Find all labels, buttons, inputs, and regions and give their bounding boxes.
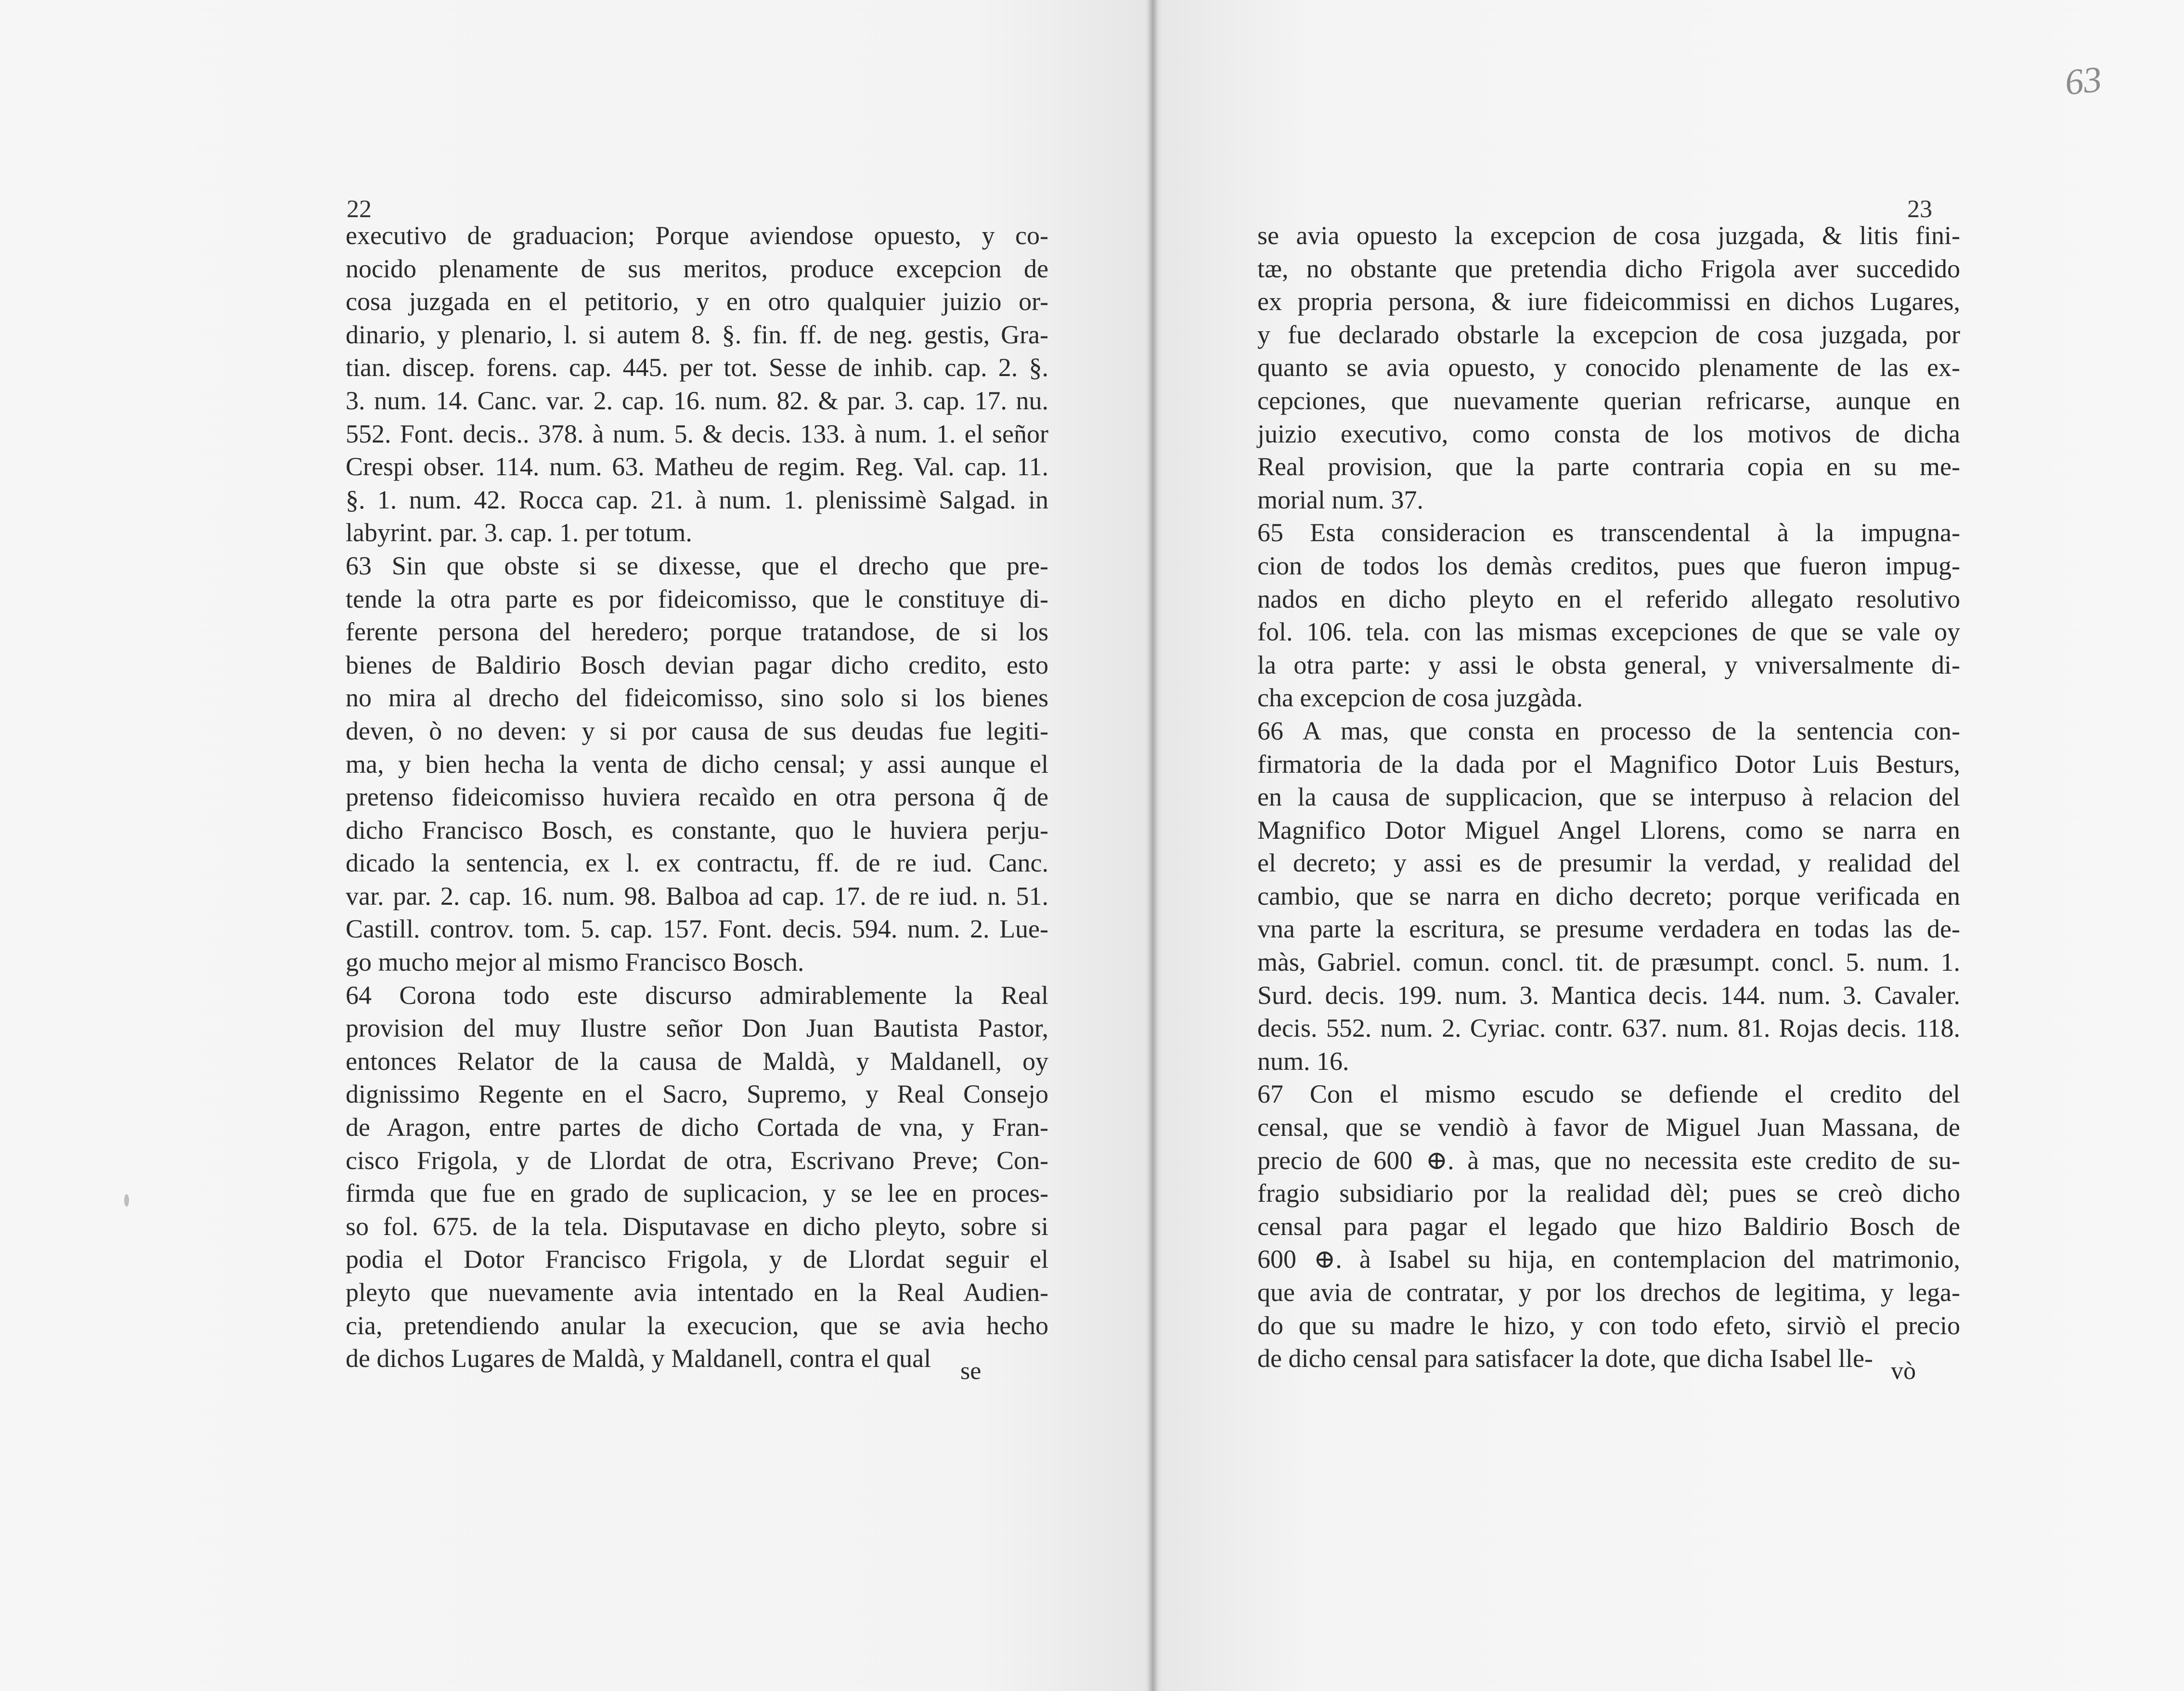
left-text-line: var. par. 2. cap. 16. num. 98. Balboa ad cap. 17. de re iud. n. 51. [346, 881, 1048, 911]
left-text-line: §. 1. num. 42. Rocca cap. 21. à num. 1. plenissimè Salgad. in [346, 485, 1048, 514]
right-text-line: decis. 552. num. 2. Cyriac. contr. 637. num. 81. Rojas decis. 118. [1257, 1014, 1960, 1043]
right-text-line: Surd. decis. 199. num. 3. Mantica decis. 144. num. 3. Cavaler. [1257, 980, 1960, 1010]
right-text-line: la otra parte: y assi le obsta general, y vniversalmente di- [1257, 650, 1960, 679]
left-text-line: tian. discep. forens. cap. 445. per tot. Sesse de inhib. cap. 2. §. [346, 353, 1048, 382]
left-text-line: dicho Francisco Bosch, es constante, quo le huviera perju- [346, 815, 1048, 845]
right-text-line: màs, Gabriel. comun. concl. tit. de præsumpt. concl. 5. num. 1. [1257, 948, 1960, 977]
right-text-line: fol. 106. tela. con las mismas excepciones de que se vale oy [1257, 617, 1960, 647]
page-number-left: 22 [347, 195, 372, 223]
right-text-line: cambio, que se narra en dicho decreto; porque verificada en [1257, 881, 1960, 911]
right-text-line: do que su madre le hizo, y con todo efeto, sirviò el precio [1257, 1311, 1960, 1340]
right-text-line: cion de todos los demàs creditos, pues que fueron impug- [1257, 551, 1960, 580]
right-text-line: que avia de contratar, y por los drechos de legitima, y lega- [1257, 1278, 1960, 1307]
paper-stain [124, 1194, 129, 1207]
handwritten-folio-mark: 63 [2063, 59, 2104, 103]
left-page-text [346, 219, 1048, 1375]
left-text-line: no mira al drecho del fideicomisso, sino solo si los bienes [346, 683, 1048, 713]
left-text-line: cisco Frigola, y de Llordat de otra, Escrivano Preve; Con- [346, 1145, 1048, 1175]
right-text-line: 67 Con el mismo escudo se defiende el credito del [1257, 1080, 1960, 1109]
left-text-line: labyrint. par. 3. cap. 1. per totum. [346, 518, 692, 547]
left-text-line: podia el Dotor Francisco Frigola, y de Llordat seguir el [346, 1245, 1048, 1274]
right-text-line: firmatoria de la dada por el Magnifico Dotor Luis Besturs, [1257, 749, 1960, 779]
right-text-line: 66 A mas, que consta en processo de la sentencia con- [1257, 716, 1960, 745]
right-text-line: num. 16. [1257, 1046, 1349, 1076]
left-text-line: pleyto que nuevamente avia intentado en la Real Audien- [346, 1278, 1048, 1307]
right-text-line: en la causa de supplicacion, que se interpuso à relacion del [1257, 782, 1960, 812]
right-text-line: quanto se avia opuesto, y conocido plenamente de las ex- [1257, 353, 1960, 382]
left-text-line: 63 Sin que obste si se dixesse, que el drecho que pre- [346, 551, 1048, 580]
right-text-line: se avia opuesto la excepcion de cosa juzgada, & litis fini- [1257, 221, 1960, 250]
right-text-line: morial num. 37. [1257, 485, 1423, 514]
page-number-right: 23 [1907, 195, 1932, 223]
left-text-line: ferente persona del heredero; porque tratandose, de si los [346, 617, 1048, 647]
right-text-line: de dicho censal para satisfacer la dote, que dicha Isabel lle- [1257, 1344, 1873, 1373]
left-text-line: bienes de Baldirio Bosch devian pagar dicho credito, esto [346, 650, 1048, 679]
book-gutter [1148, 0, 1158, 1691]
left-text-line: so fol. 675. de la tela. Disputavase en dicho pleyto, sobre si [346, 1211, 1048, 1241]
right-text-line: fragio subsidiario por la realidad dèl; pues se creò dicho [1257, 1179, 1960, 1208]
left-text-line: Castill. controv. tom. 5. cap. 157. Font. decis. 594. num. 2. Lue- [346, 914, 1048, 944]
left-text-line: dignissimo Regente en el Sacro, Supremo, y Real Consejo [346, 1080, 1048, 1109]
right-text-line: cepciones, que nuevamente querian refricarse, aunque en [1257, 386, 1960, 415]
left-text-line: go mucho mejor al mismo Francisco Bosch. [346, 948, 804, 977]
left-text-line: provision del muy Ilustre señor Don Juan Bautista Pastor, [346, 1014, 1048, 1043]
right-text-line: cha excepcion de cosa juzgàda. [1257, 683, 1583, 713]
right-text-line: vna parte la escritura, se presume verdadera en todas las de- [1257, 914, 1960, 944]
right-text-line: Real provision, que la parte contraria copia en su me- [1257, 452, 1960, 481]
right-text-line: precio de 600 ⊕. à mas, que no necessita este credito de su- [1257, 1145, 1960, 1175]
left-page [346, 219, 1048, 1375]
right-page [1257, 219, 1960, 1375]
left-text-line: cia, pretendiendo anular la execucion, que se avia hecho [346, 1311, 1048, 1340]
left-text-line: tende la otra parte es por fideicomisso, que le constituye di- [346, 584, 1048, 613]
right-text-line: tæ, no obstante que pretendia dicho Frigola aver succedido [1257, 254, 1960, 283]
left-text-line: dinario, y plenario, l. si autem 8. §. fin. ff. de neg. gestis, Gra- [346, 320, 1048, 349]
right-page-text [1257, 219, 1960, 1375]
right-text-line: nados en dicho pleyto en el referido allegato resolutivo [1257, 584, 1960, 613]
right-text-line: juizio executivo, como consta de los motivos de dicha [1257, 419, 1960, 448]
right-text-line: 65 Esta consideracion es transcendental à la impugna- [1257, 518, 1960, 547]
right-text-line: el decreto; y assi es de presumir la verdad, y realidad del [1257, 848, 1960, 878]
left-text-line: de Aragon, entre partes de dicho Cortada de vna, y Fran- [346, 1113, 1048, 1142]
catchword-left: se [960, 1357, 982, 1385]
left-text-line: Crespi obser. 114. num. 63. Matheu de regim. Reg. Val. cap. 11. [346, 452, 1048, 481]
left-text-line: deven, ò no deven: y si por causa de sus deudas fue legiti- [346, 716, 1048, 745]
catchword-right: vò [1891, 1357, 1916, 1385]
left-text-line: ma, y bien hecha la venta de dicho censal; y assi aunque el [346, 749, 1048, 779]
right-text-line: Magnifico Dotor Miguel Angel Llorens, como se narra en [1257, 815, 1960, 845]
left-text-line: dicado la sentencia, ex l. ex contractu, ff. de re iud. Canc. [346, 848, 1048, 878]
right-text-line: censal para pagar el legado que hizo Baldirio Bosch de [1257, 1211, 1960, 1241]
left-text-line: executivo de graduacion; Porque aviendose opuesto, y co- [346, 221, 1048, 250]
left-text-line: 552. Font. decis.. 378. à num. 5. & decis. 133. à num. 1. el señor [346, 419, 1048, 448]
right-text-line: 600 ⊕. à Isabel su hija, en contemplacion del matrimonio, [1257, 1245, 1960, 1274]
right-text-line: censal, que se vendiò à favor de Miguel Juan Massana, de [1257, 1113, 1960, 1142]
left-text-line: nocido plenamente de sus meritos, produce excepcion de [346, 254, 1048, 283]
left-text-line: 64 Corona todo este discurso admirablemente la Real [346, 980, 1048, 1010]
right-text-line: y fue declarado obstarle la excepcion de cosa juzgada, por [1257, 320, 1960, 349]
left-text-line: pretenso fideicomisso huviera recaìdo en otra persona q̃ de [346, 782, 1048, 812]
left-text-line: 3. num. 14. Canc. var. 2. cap. 16. num. 82. & par. 3. cap. 17. nu. [346, 386, 1048, 415]
left-text-line: firmda que fue en grado de suplicacion, y se lee en proces- [346, 1179, 1048, 1208]
right-text-line: ex propria persona, & iure fideicommissi en dichos Lugares, [1257, 287, 1960, 316]
left-text-line: cosa juzgada en el petitorio, y en otro qualquier juizio or- [346, 287, 1048, 316]
left-text-line: entonces Relator de la causa de Maldà, y Maldanell, oy [346, 1046, 1048, 1076]
left-text-line: de dichos Lugares de Maldà, y Maldanell, contra el qual [346, 1344, 931, 1373]
